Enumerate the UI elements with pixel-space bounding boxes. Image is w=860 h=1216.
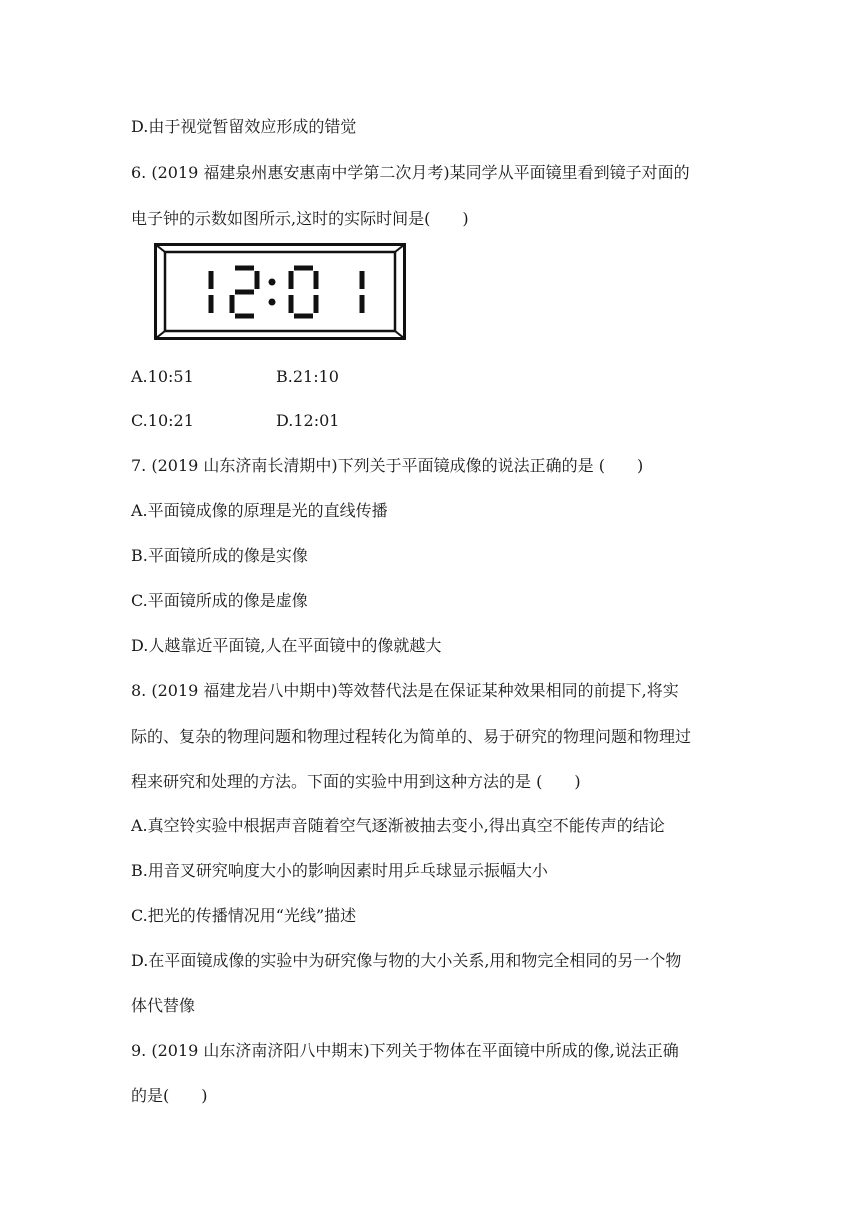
q8-stem-line-2: 际的、复杂的物理问题和物理过程转化为简单的、易于研究的物理问题和物理过 (131, 727, 692, 746)
q7-option-d: D.人越靠近平面镜,人在平面镜中的像就越大 (131, 636, 442, 655)
q6-option-a: A.10:51 (131, 367, 194, 386)
q7-option-a: A.平面镜成像的原理是光的直线传播 (131, 501, 388, 520)
q5-option-d: D.由于视觉暂留效应形成的错觉 (131, 117, 357, 136)
q6-option-d: D.12:01 (276, 411, 340, 430)
q8-option-d-line-1: D.在平面镜成像的实验中为研究像与物的大小关系,用和物完全相同的另一个物 (131, 951, 682, 970)
clock-colon-dot (269, 279, 276, 286)
q6-stem-line-2: 电子钟的示数如图所示,这时的实际时间是( ) (131, 209, 469, 228)
q9-stem-line-2: 的是( ) (131, 1086, 208, 1105)
q7-stem: 7. (2019 山东济南长清期中)下列关于平面镜成像的说法正确的是 ( ) (131, 456, 644, 475)
q8-option-b: B.用音叉研究响度大小的影响因素时用乒乓球显示振幅大小 (131, 861, 548, 880)
q9-stem-line-1: 9. (2019 山东济南济阳八中期末)下列关于物体在平面镜中所成的像,说法正确 (131, 1041, 679, 1060)
q8-option-a: A.真空铃实验中根据声音随着空气逐渐被抽去变小,得出真空不能传声的结论 (131, 816, 665, 835)
digital-clock-graphic (154, 243, 406, 340)
q8-stem-line-1: 8. (2019 福建龙岩八中期中)等效替代法是在保证某种效果相同的前提下,将实 (131, 681, 679, 700)
q6-stem-line-1: 6. (2019 福建泉州惠安惠南中学第二次月考)某同学从平面镜里看到镜子对面的 (131, 163, 690, 182)
clock-colon-dot (269, 299, 276, 306)
digital-clock-figure (154, 243, 406, 340)
q7-option-b: B.平面镜所成的像是实像 (131, 546, 308, 565)
q6-option-b: B.21:10 (276, 367, 339, 386)
q6-option-c: C.10:21 (131, 411, 194, 430)
q8-stem-line-3: 程来研究和处理的方法。下面的实验中用到这种方法的是 ( ) (131, 772, 581, 791)
q8-option-c: C.把光的传播情况用“光线”描述 (131, 906, 357, 925)
q7-option-c: C.平面镜所成的像是虚像 (131, 591, 308, 610)
clock-readout (154, 340, 155, 341)
q8-option-d-line-2: 体代替像 (131, 996, 196, 1015)
